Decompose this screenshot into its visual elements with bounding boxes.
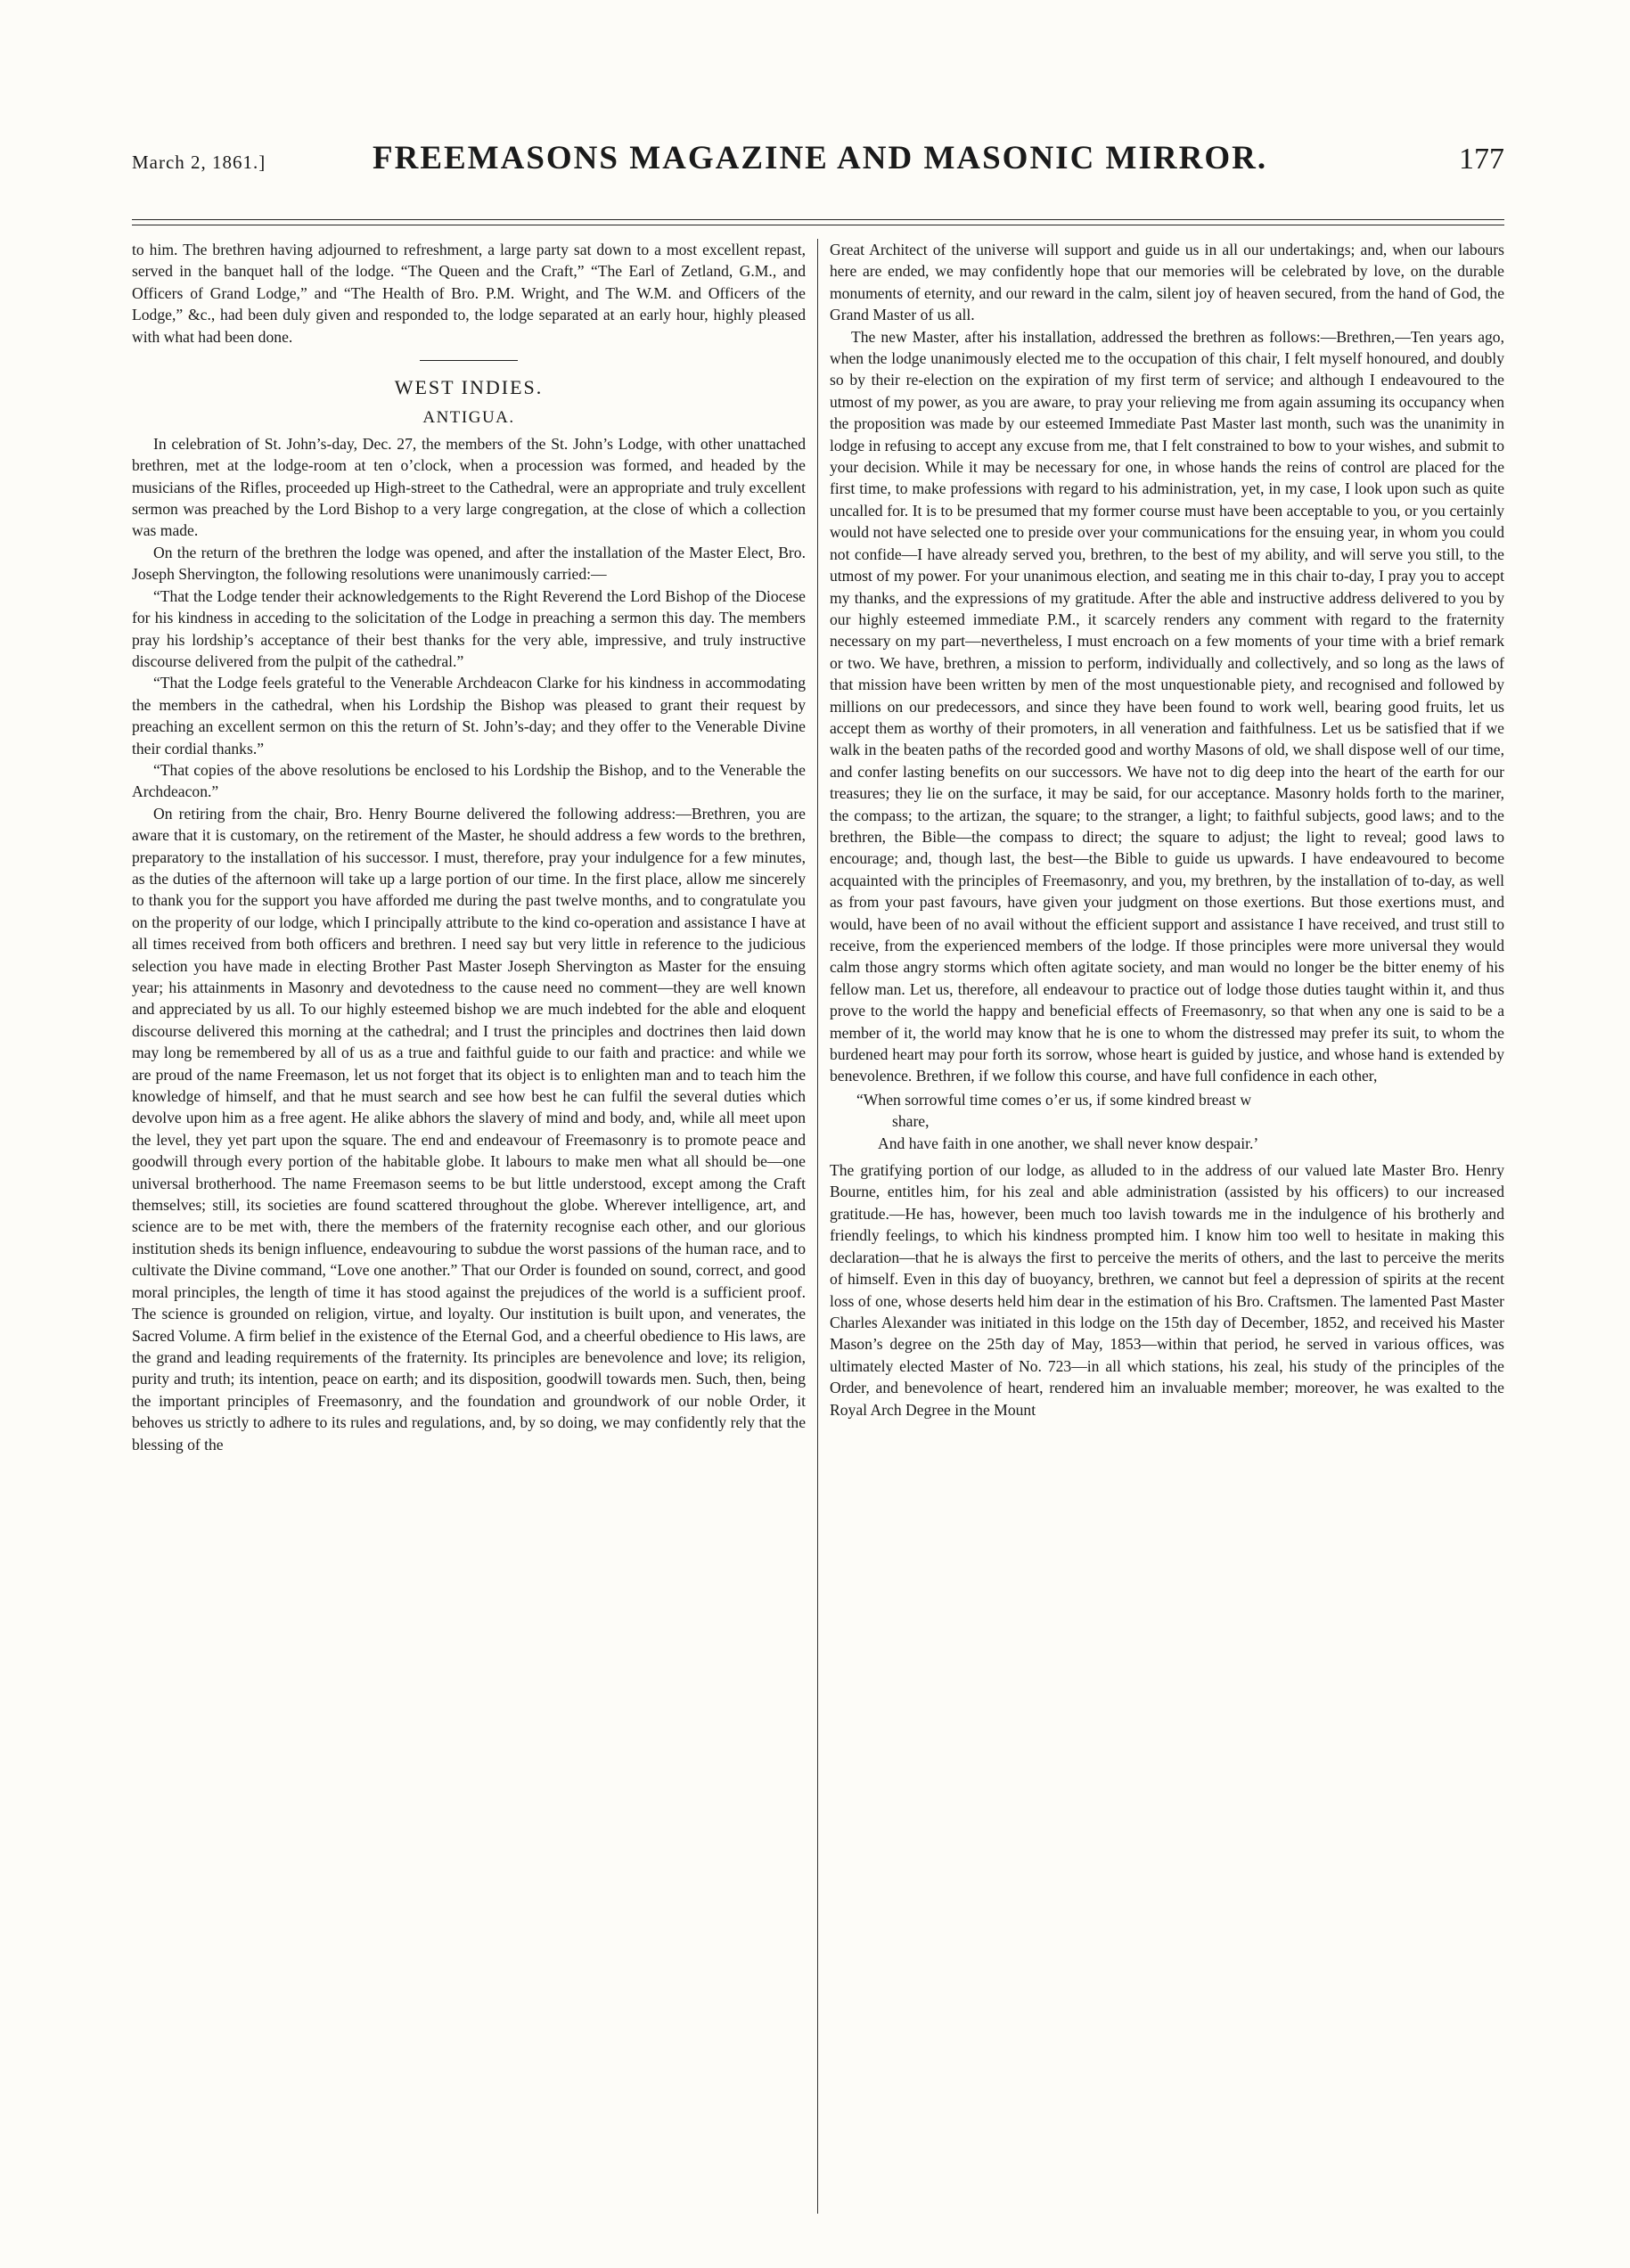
resolution-paragraph: “That the Lodge feels grateful to the Venerable Archdeacon Clarke for his kindness in accommodating the members in the cathedral, when his Lordship the Bishop was pleased to grant their request by preaching an excellent sermon on this the return of St. John’s-day; and they offer to the Venerable Divine their cordial thanks.”	[132, 674, 806, 757]
magazine-title: FREEMASONS MAGAZINE AND MASONIC MIRROR.	[373, 140, 1268, 176]
paragraph: In celebration of St. John’s-day, Dec. 27, the members of the St. John’s Lodge, with other unattached brethren, met at the lodge-room at ten o’clock, when a procession was formed, and headed by the musicians of the Rifles, proceeded up High-street to the Cathedral, were an appropriate and truly excellent sermon was preached by the Lord Bishop to a very large congregation, at the close of which a collection was made.	[132, 434, 806, 540]
column-divider	[817, 239, 818, 2214]
verse-quote	[851, 1089, 1504, 1154]
resolution-paragraph: “That copies of the above resolutions be enclosed to his Lordship the Bishop, and to the Venerable the Archdeacon.”	[132, 760, 806, 801]
left-column	[132, 239, 806, 1455]
verse-line: share,	[892, 1112, 930, 1131]
header-rule	[132, 219, 1504, 220]
page-number: 177	[1459, 143, 1504, 176]
paragraph: Great Architect of the universe will support and guide us in all our undertakings; and, when our labours here are ended, we may confidently hope that our memories will be celebrated by love, on the durable monuments of eternity, and our reward in the calm, silent joy of heaven secured, from the hand of God, the Grand Master of us all.	[830, 241, 1504, 324]
section-title: WEST INDIES.	[394, 376, 544, 399]
address-paragraph: The new Master, after his installation, addressed the brethren as follows:—Brethren,—Ten years ago, when the lodge unanimously elected me to the occupation of this chair, I felt myself honoured, and doubly so by their re-election on the expiration of my first term of service; and although I endeavoured to the utmost of my power, as you are aware, to pray your relieving me from again assuming its occupancy when the proposition was made by our esteemed Immediate Past Master last month, such was the unanimity in lodge in refusing to accept any excuse from me, that I felt constrained to bow to your wishes, and submit to your decision. While it may be necessary for one, in whose hands the reins of control are placed for the first time, to make professions with regard to his administration, yet, in my case, I look upon such as quite uncalled for. It is to be presumed that my former course must have been acceptable to you, or you certainly would not have selected one to preside over your communications for the ensuing year, in whom you could not confide—I have already served you, brethren, to the best of my ability, and will serve you still, to the utmost of my power. For your unanimous election, and seating me in this chair to-day, I pray you to accept my thanks, and the expressions of my gratitude. After the able and instructive address delivered to you by our highly esteemed immediate P.M., it scarcely renders any comment with regard to the fraternity necessary on my part—nevertheless, I must encroach on a few moments of your time with a brief remark or two. We have, brethren, a mission to perform, individually and collectively, and so long as the laws of that mission have been written by men of the most unquestionable piety, and recognised and followed by millions on our predecessors, and since they have been found to work well, bearing good fruits, let us accept them as worthy of their promoters, in all veneration and faithfulness. Let us be satisfied that if we walk in the beaten paths of the recorded good and worthy Masons of old, we shall dispose well of our time, and confer lasting benefits on our successors. We have not to dig deep into the heart of the earth for our treasures; they lie on the surface, it may be said, for our acceptance. Masonry holds forth to the mariner, the compass; to the artizan, the square; to the stranger, a light; to faithful subjects, good laws; and to the brethren, the Bible—the compass to direct; the square to adjust; the light to reveal; good laws to encourage; and, though last, the best—the Bible to guide us upwards. I have endeavoured to become acquainted with the principles of Freemasonry, and you, my brethren, by the installation of to-day, as well as from your past favours, have given your judgment on those exertions. But those exertions must, and would, have been of no avail without the efficient support and assistance I have received, and trust still to receive, from the experienced members of the lodge. If those principles were more universal they would calm those angry storms which often agitate society, and man would no longer be the bitter enemy of his fellow man. Let us, therefore, all endeavour to practice out of lodge those duties taught within it, and thus prove to the world the happy and beneficial effects of Freemasonry, so that when any one is said to be a member of it, the world may know that he is one to whom the distressed may prefer its suit, to whom the burdened heart may pour forth its sorrow, whose heart is guided by justice, and whose hand is extended by benevolence. Brethren, if we follow this course, and have full confidence in each other,	[830, 327, 1504, 1085]
address-paragraph: On retiring from the chair, Bro. Henry Bourne delivered the following address:—Brethren, you are aware that it is customary, on the retirement of the Master, he should address a few words to the brethren, preparatory to the installation of his successor. I must, therefore, pray your indulgence for a few minutes, as the duties of the afternoon will take up a large portion of our time. In the first place, allow me sincerely to thank you for the support you have afforded me during the past twelve months, and to congratulate you on the properity of our lodge, which I principally attribute to the kind co-operation and assistance I have at all times received from both officers and brethren. I need say but very little in reference to the judicious selection you have made in electing Brother Past Master Joseph Shervington as Master for the ensuing year; his attainments in Masonry and devotedness to the cause need no comment—they are well known and appreciated by us all. To our highly esteemed bishop we are much indebted for the able and eloquent discourse delivered this morning at the cathedral; and I trust the principles and doctrines then laid down may long be remembered by all of us as a true and faithful guide to our faith and practice: and while we are proud of the name Freemason, let us not forget that its object is to enlighten man and to teach him the knowledge of himself, and that he must search and see how best he can fulfil the several duties which devolve upon him as a free agent. He alike abhors the slavery of mind and body, and, while all meet upon the level, they yet part upon the square. The end and endeavour of Freemasonry is to promote peace and goodwill through every portion of the habitable globe. It labours to make men what all should be—one universal brotherhood. The name Freemason seems to be but little understood, except among the Craft themselves; still, its societies are found scattered throughout the globe. Wherever intelligence, art, and science are to be met with, there the members of the fraternity recognise each other, and our glorious institution sheds its benign influence, endeavouring to subdue the worst passions of the human race, and to cultivate the Divine command, “Love one another.” That our Order is founded on sound, correct, and good moral principles, the length of time it has stood against the prejudices of the world is a sufficient proof. The science is grounded on religion, virtue, and loyalty. Our institution is built upon, and venerates, the Sacred Volume. A firm belief in the existence of the Eternal God, and a cheerful obedience to His laws, are the grand and leading requirements of the fraternity. Its principles are benevolence and love; its religion, purity and truth; its intention, peace on earth; and its disposition, goodwill towards men. Such, then, being the important principles of Freemasonry, and the foundation and groundwork of our noble Order, it behoves us strictly to adhere to its rules and regulations, and, by so doing, we may confidently rely that the blessing of the	[132, 804, 806, 1453]
paragraph: On the return of the brethren the lodge was opened, and after the installation of the Master Elect, Bro. Joseph Shervington, the following resolutions were unanimously carried:—	[132, 543, 806, 584]
issue-date: March 2, 1861.]	[132, 151, 266, 173]
resolution-paragraph: “That the Lodge tender their acknowledgements to the Right Reverend the Lord Bishop of the Diocese for his kindness in acceding to the solicitation of the Lodge in preaching a sermon this day. The members pray his lordship’s acceptance of their best thanks for the very able, impressive, and truly instructive discourse delivered from the pulpit of the cathedral.”	[132, 586, 806, 670]
right-column	[830, 239, 1504, 1421]
paragraph: The gratifying portion of our lodge, as alluded to in the address of our valued late Master Bro. Henry Bourne, entitles him, for his zeal and able administration (assisted by his officers) to our increased gratitude.—He has, however, been much too lavish towards me in the indulgence of his brotherly and friendly feelings, to which his kindness prompted him. I know him too well to hesitate in making this declaration—that he is always the first to perceive the merits of others, and the last to perceive the merits of himself. Even in this day of buoyancy, brethren, we cannot but feel a depression of spirits at the recent loss of one, whose deserts held him dear in the estimation of his Bro. Craftsmen. The lamented Past Master Charles Alexander was initiated in this lodge on the 15th day of December, 1852, and received his Master Mason’s degree on the 25th day of May, 1853—within that period, he served in various offices, was ultimately elected Master of No. 723—in all which stations, his zeal, his study of the principles of the Order, and benevolence of heart, rendered him an invaluable member; moreover, he was exalted to the Royal Arch Degree in the Mount	[830, 1161, 1504, 1419]
subsection-title: ANTIGUA.	[422, 408, 515, 428]
paragraph: to him. The brethren having adjourned to refreshment, a large party sat down to a most excellent repast, served in the banquet hall of the lodge. “The Queen and the Craft,” “The Earl of Zetland, G.M., and Officers of Grand Lodge,” and “The Health of Bro. P.M. Wright, and The W.M. and Officers of the Lodge,” &c., had been duly given and responded to, the lodge separated at an early hour, highly pleased with what had been done.	[132, 241, 806, 346]
section-divider	[420, 360, 518, 361]
masthead	[132, 134, 1504, 187]
verse-line: And have faith in one another, we shall never know despair.’	[878, 1134, 1259, 1152]
verse-line: “When sorrowful time comes o’er us, if some kindred breast w	[856, 1090, 1252, 1109]
